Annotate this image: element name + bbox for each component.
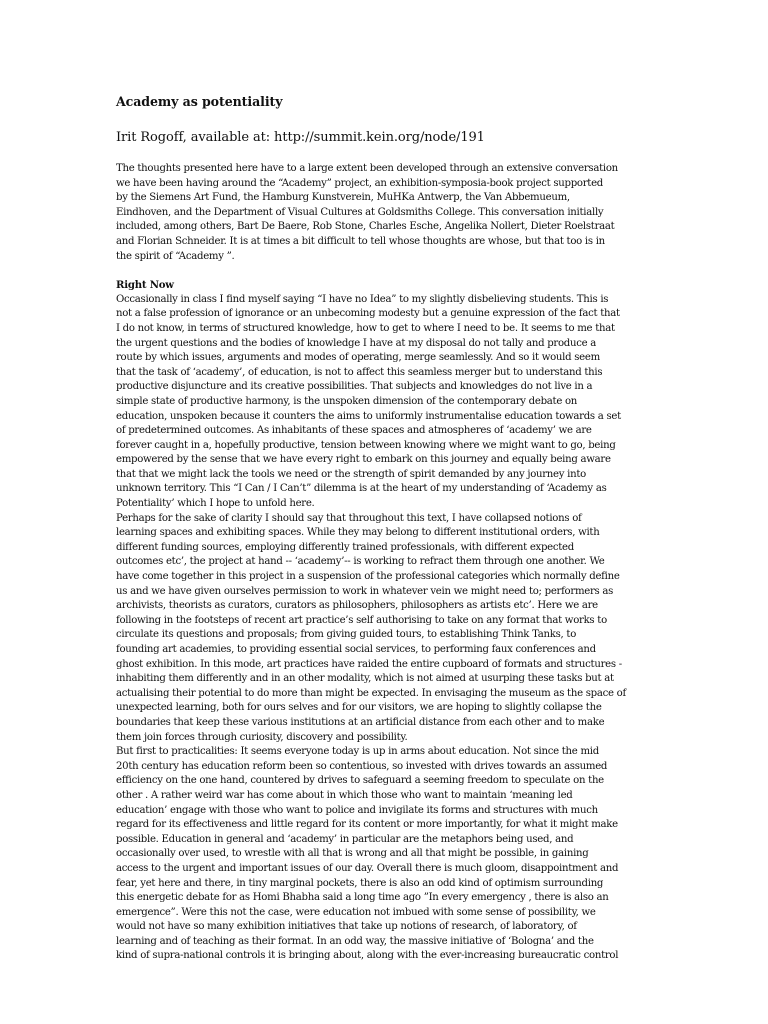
body-line: Potentiality’ which I hope to unfold here. (116, 498, 315, 510)
body-text (116, 293, 656, 964)
body-line: 20th century has education reform been so contentious, so invested with drives towards an assumed (116, 760, 608, 772)
body-line: occasionally over used, to wrestle with all that is wrong and all that might be possible, in gaining (116, 848, 589, 860)
body-line: Occasionally in class I find myself saying “I have no Idea” to my slightly disbelieving students. This is (116, 293, 609, 305)
intro-paragraph (116, 162, 656, 264)
body-line: circulate its questions and proposals; from giving guided tours, to establishing Think Tanks, to (116, 629, 577, 641)
body-line: of predetermined outcomes. As inhabitants of these spaces and atmospheres of ‘academy’ we are (116, 425, 592, 437)
body-line: Perhaps for the sake of clarity I should say that throughout this text, I have collapsed notions of (116, 512, 582, 524)
body-line: boundaries that keep these various institutions at an artificial distance from each other and to make (116, 716, 605, 728)
body-line: I do not know, in terms of structured knowledge, how to get to where I need to be. It seems to me that (116, 322, 615, 334)
body-line: have come together in this project in a suspension of the professional categories which normally define (116, 571, 620, 583)
document-subtitle: Irit Rogoff, available at: http://summit.kein.org/node/191 (116, 130, 485, 145)
body-line: access to the urgent and important issues of our day. Overall there is much gloom, disappointment and (116, 862, 619, 874)
body-line: would not have so many exhibition initiatives that take up notions of research, of laboratory, of (116, 921, 577, 933)
intro-line: the spirit of “Academy ”. (116, 250, 235, 262)
body-line: us and we have given ourselves permission to work in whatever vein we might need to; performers as (116, 585, 614, 597)
intro-line: The thoughts presented here have to a large extent been developed through an extensive conversation (116, 163, 618, 174)
body-line: route by which issues, arguments and modes of operating, merge seamlessly. And so it would seem (116, 352, 600, 364)
intro-line: Eindhoven, and the Department of Visual Cultures at Goldsmiths College. This conversation initially (116, 206, 604, 218)
body-line: unknown territory. This “I Can / I Can’t” dilemma is at the heart of my understanding of ‘Academy as (116, 483, 607, 495)
body-line: learning and of teaching as their format. In an odd way, the massive initiative of ‘Bologna’ and the (116, 935, 594, 947)
body-line: following in the footsteps of recent art practice’s self authorising to take on any format that works to (116, 614, 607, 626)
body-line: education, unspoken because it counters the aims to uniformly instrumentalise education towards a set (116, 410, 621, 422)
body-line: actualising their potential to do more than might be expected. In envisaging the museum as the space of (116, 687, 626, 699)
body-line: possible. Education in general and ‘academy’ in particular are the metaphors being used, and (116, 833, 574, 845)
body-line: inhabiting them differently and in an other modality, which is not aimed at usurping these tasks but at (116, 673, 614, 685)
body-line: empowered by the sense that we have every right to embark on this journey and equally being aware (116, 454, 611, 466)
body-line: not a false profession of ignorance or an unbecoming modesty but a genuine expression of the fact that (116, 308, 620, 320)
document-page (116, 92, 656, 964)
body-line: archivists, theorists as curators, curators as philosophers, philosophers as artists etc’. Here we are (116, 600, 598, 612)
section-heading-right-now: Right Now (116, 279, 174, 292)
body-line: founding art academies, to providing essential social services, to performing faux conferences and (116, 644, 596, 655)
document-title: Academy as potentiality (116, 94, 283, 109)
body-line: unexpected learning, both for ours selves and for our visitors, we are hoping to slightly collapse the (116, 702, 602, 714)
body-line: efficiency on the one hand, countered by drives to safeguard a seeming freedom to speculate on the (116, 775, 604, 787)
body-line: emergence”. Were this not the case, were education not imbued with some sense of possibility, we (116, 906, 596, 918)
body-line: this energetic debate for as Homi Bhabha said a long time ago ”In every emergency , there is also an (116, 892, 609, 904)
body-line: learning spaces and exhibiting spaces. While they may belong to different institutional orders, with (116, 527, 600, 539)
body-line: that that we might lack the tools we need or the strength of spirit demanded by any journey into (116, 468, 586, 480)
intro-line: and Florian Schneider. It is at times a bit difficult to tell whose thoughts are whose, but that too is in (116, 235, 605, 247)
body-line: education’ engage with those who want to police and invigilate its forms and structures with much (116, 804, 598, 816)
body-line: them join forces through curiosity, discovery and possibility. (116, 731, 408, 743)
body-line: regard for its effectiveness and little regard for its content or more importantly, for what it might make (116, 819, 618, 831)
body-line: kind of supra-national controls it is bringing about, along with the ever-increasing bureaucratic control (116, 950, 619, 962)
body-line: that the task of ‘academy’, of education, is not to affect this seamless merger but to understand this (116, 366, 603, 378)
body-line: ghost exhibition. In this mode, art practices have raided the entire cupboard of formats and structures - (116, 658, 622, 670)
body-line: different funding sources, employing differently trained professionals, with different expected (116, 541, 574, 553)
body-line: the urgent questions and the bodies of knowledge I have at my disposal do not tally and produce a (116, 337, 597, 349)
body-line: other . A rather weird war has come about in which those who want to maintain ‘meaning led (116, 789, 573, 801)
body-line: forever caught in a, hopefully productive, tension between knowing where we might want to go, being (116, 439, 616, 451)
body-line: outcomes etc’, the project at hand -- ‘academy’-- is working to refract them through one another. We (116, 556, 605, 568)
intro-line: included, among others, Bart De Baere, Rob Stone, Charles Esche, Angelika Nollert, Dieter Roelstraat (116, 221, 615, 233)
body-line: fear, yet here and there, in tiny marginal pockets, there is also an odd kind of optimism surrounding (116, 877, 604, 889)
body-line: But first to practicalities: It seems everyone today is up in arms about education. Not since the mid (116, 746, 599, 758)
body-line: simple state of productive harmony, is the unspoken dimension of the contemporary debate on (116, 395, 578, 407)
body-line: productive disjuncture and its creative possibilities. That subjects and knowledges do not live in a (116, 381, 593, 393)
intro-line: by the Siemens Art Fund, the Hamburg Kunstverein, MuHKa Antwerp, the Van Abbemueum, (116, 192, 570, 204)
intro-line: we have been having around the “Academy” project, an exhibition-symposia-book project supported (116, 177, 603, 189)
